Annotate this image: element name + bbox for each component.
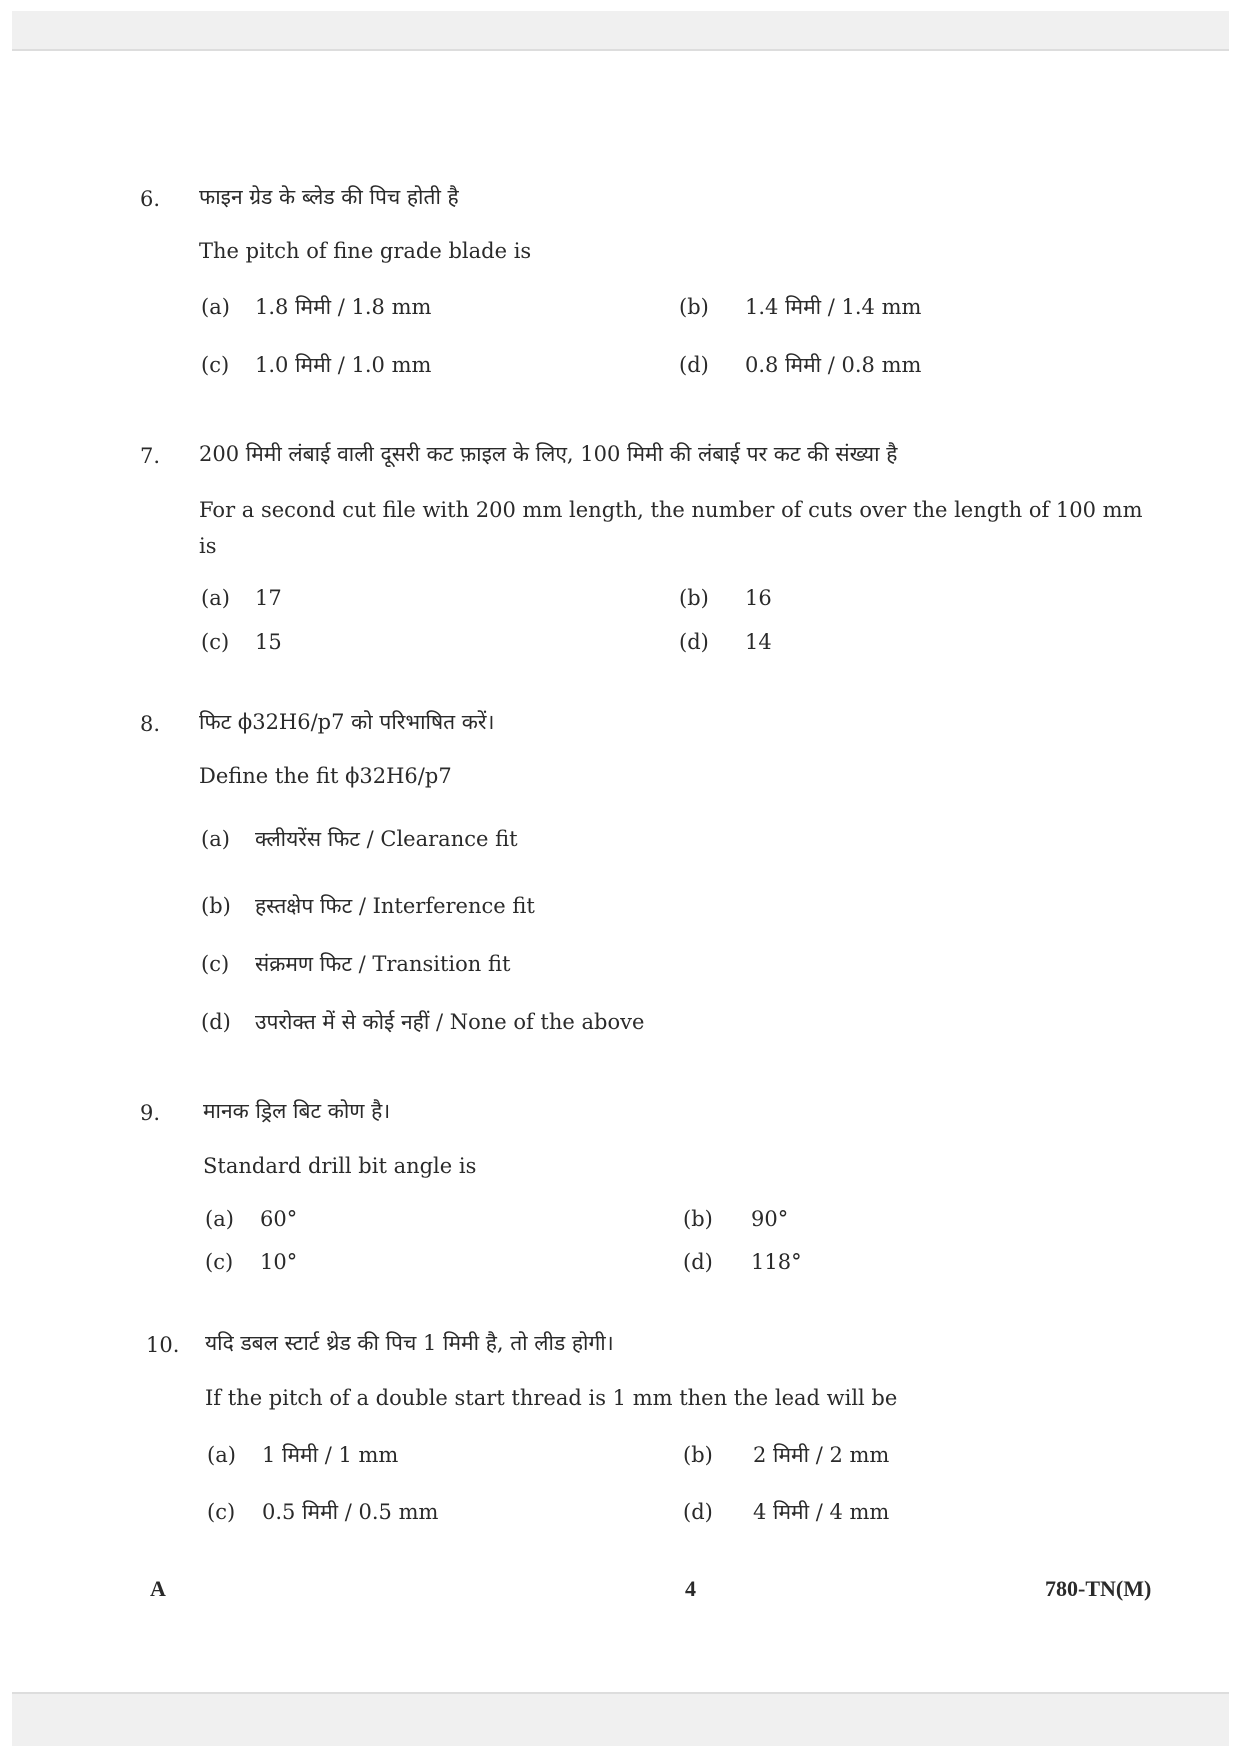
option-label: (c) [201, 952, 230, 976]
option-label: (c) [201, 353, 230, 377]
option-text: हस्तक्षेप फिट / Interference fit [255, 894, 535, 918]
option-label: (d) [683, 1250, 713, 1274]
option-text: 15 [255, 630, 282, 654]
question-english: Define the fit ϕ32H6/p7 [199, 764, 452, 788]
option-label: (a) [205, 1207, 234, 1231]
option-label: (b) [679, 586, 709, 610]
option-text: 10° [260, 1250, 298, 1274]
question-english: Standard drill bit angle is [203, 1154, 477, 1178]
option-text: 1.4 मिमी / 1.4 mm [745, 295, 922, 319]
question-english: If the pitch of a double start thread is 1 mm then the lead will be [205, 1386, 898, 1410]
question-english-cont: is [199, 534, 217, 558]
option-text: 118° [751, 1250, 802, 1274]
option-label: (d) [679, 630, 709, 654]
question-number: 6. [140, 187, 161, 211]
option-label: (c) [201, 630, 230, 654]
option-text: संक्रमण फिट / Transition fit [255, 952, 511, 976]
question-hindi: फिट ϕ32H6/p7 को परिभाषित करें। [199, 710, 495, 734]
option-text: 1.0 मिमी / 1.0 mm [255, 353, 432, 377]
option-label: (c) [205, 1250, 234, 1274]
option-label: (b) [683, 1443, 713, 1467]
option-text: 17 [255, 586, 282, 610]
option-text: 60° [260, 1207, 298, 1231]
question-hindi: यदि डबल स्टार्ट थ्रेड की पिच 1 मिमी है, तो लीड होगी। [205, 1331, 614, 1355]
option-text: 1 मिमी / 1 mm [262, 1443, 399, 1467]
option-label: (d) [683, 1500, 713, 1524]
paper-code: 780-TN(M) [1045, 1576, 1152, 1601]
bottom-scan-band [12, 1692, 1229, 1746]
option-label: (b) [683, 1207, 713, 1231]
question-hindi: मानक ड्रिल बिट कोण है। [203, 1099, 391, 1123]
question-hindi: फाइन ग्रेड के ब्लेड की पिच होती है [199, 185, 459, 209]
option-label: (a) [207, 1443, 236, 1467]
option-text: 14 [745, 630, 772, 654]
option-text: 1.8 मिमी / 1.8 mm [255, 295, 432, 319]
option-label: (c) [207, 1500, 236, 1524]
page-number: 4 [685, 1576, 696, 1601]
option-text: उपरोक्त में से कोई नहीं / None of the above [255, 1010, 645, 1034]
option-text: 4 मिमी / 4 mm [753, 1500, 890, 1524]
series-label: A [150, 1576, 166, 1601]
option-text: 0.5 मिमी / 0.5 mm [262, 1500, 439, 1524]
question-number: 9. [140, 1101, 161, 1125]
option-text: क्लीयरेंस फिट / Clearance fit [255, 827, 518, 851]
option-text: 2 मिमी / 2 mm [753, 1443, 890, 1467]
option-text: 16 [745, 586, 772, 610]
question-number: 8. [140, 712, 161, 736]
question-hindi: 200 मिमी लंबाई वाली दूसरी कट फ़ाइल के लिए, 100 मिमी की लंबाई पर कट की संख्या है [199, 442, 898, 466]
option-label: (a) [201, 295, 230, 319]
option-label: (b) [679, 295, 709, 319]
option-label: (a) [201, 827, 230, 851]
question-number: 7. [140, 444, 161, 468]
top-scan-band [12, 11, 1229, 51]
question-english: The pitch of fine grade blade is [199, 239, 532, 263]
option-label: (b) [201, 894, 231, 918]
question-number: 10. [146, 1333, 180, 1357]
option-text: 90° [751, 1207, 789, 1231]
option-label: (a) [201, 586, 230, 610]
question-english: For a second cut file with 200 mm length, the number of cuts over the length of 100 mm [199, 498, 1143, 522]
option-label: (d) [201, 1010, 231, 1034]
option-text: 0.8 मिमी / 0.8 mm [745, 353, 922, 377]
option-label: (d) [679, 353, 709, 377]
